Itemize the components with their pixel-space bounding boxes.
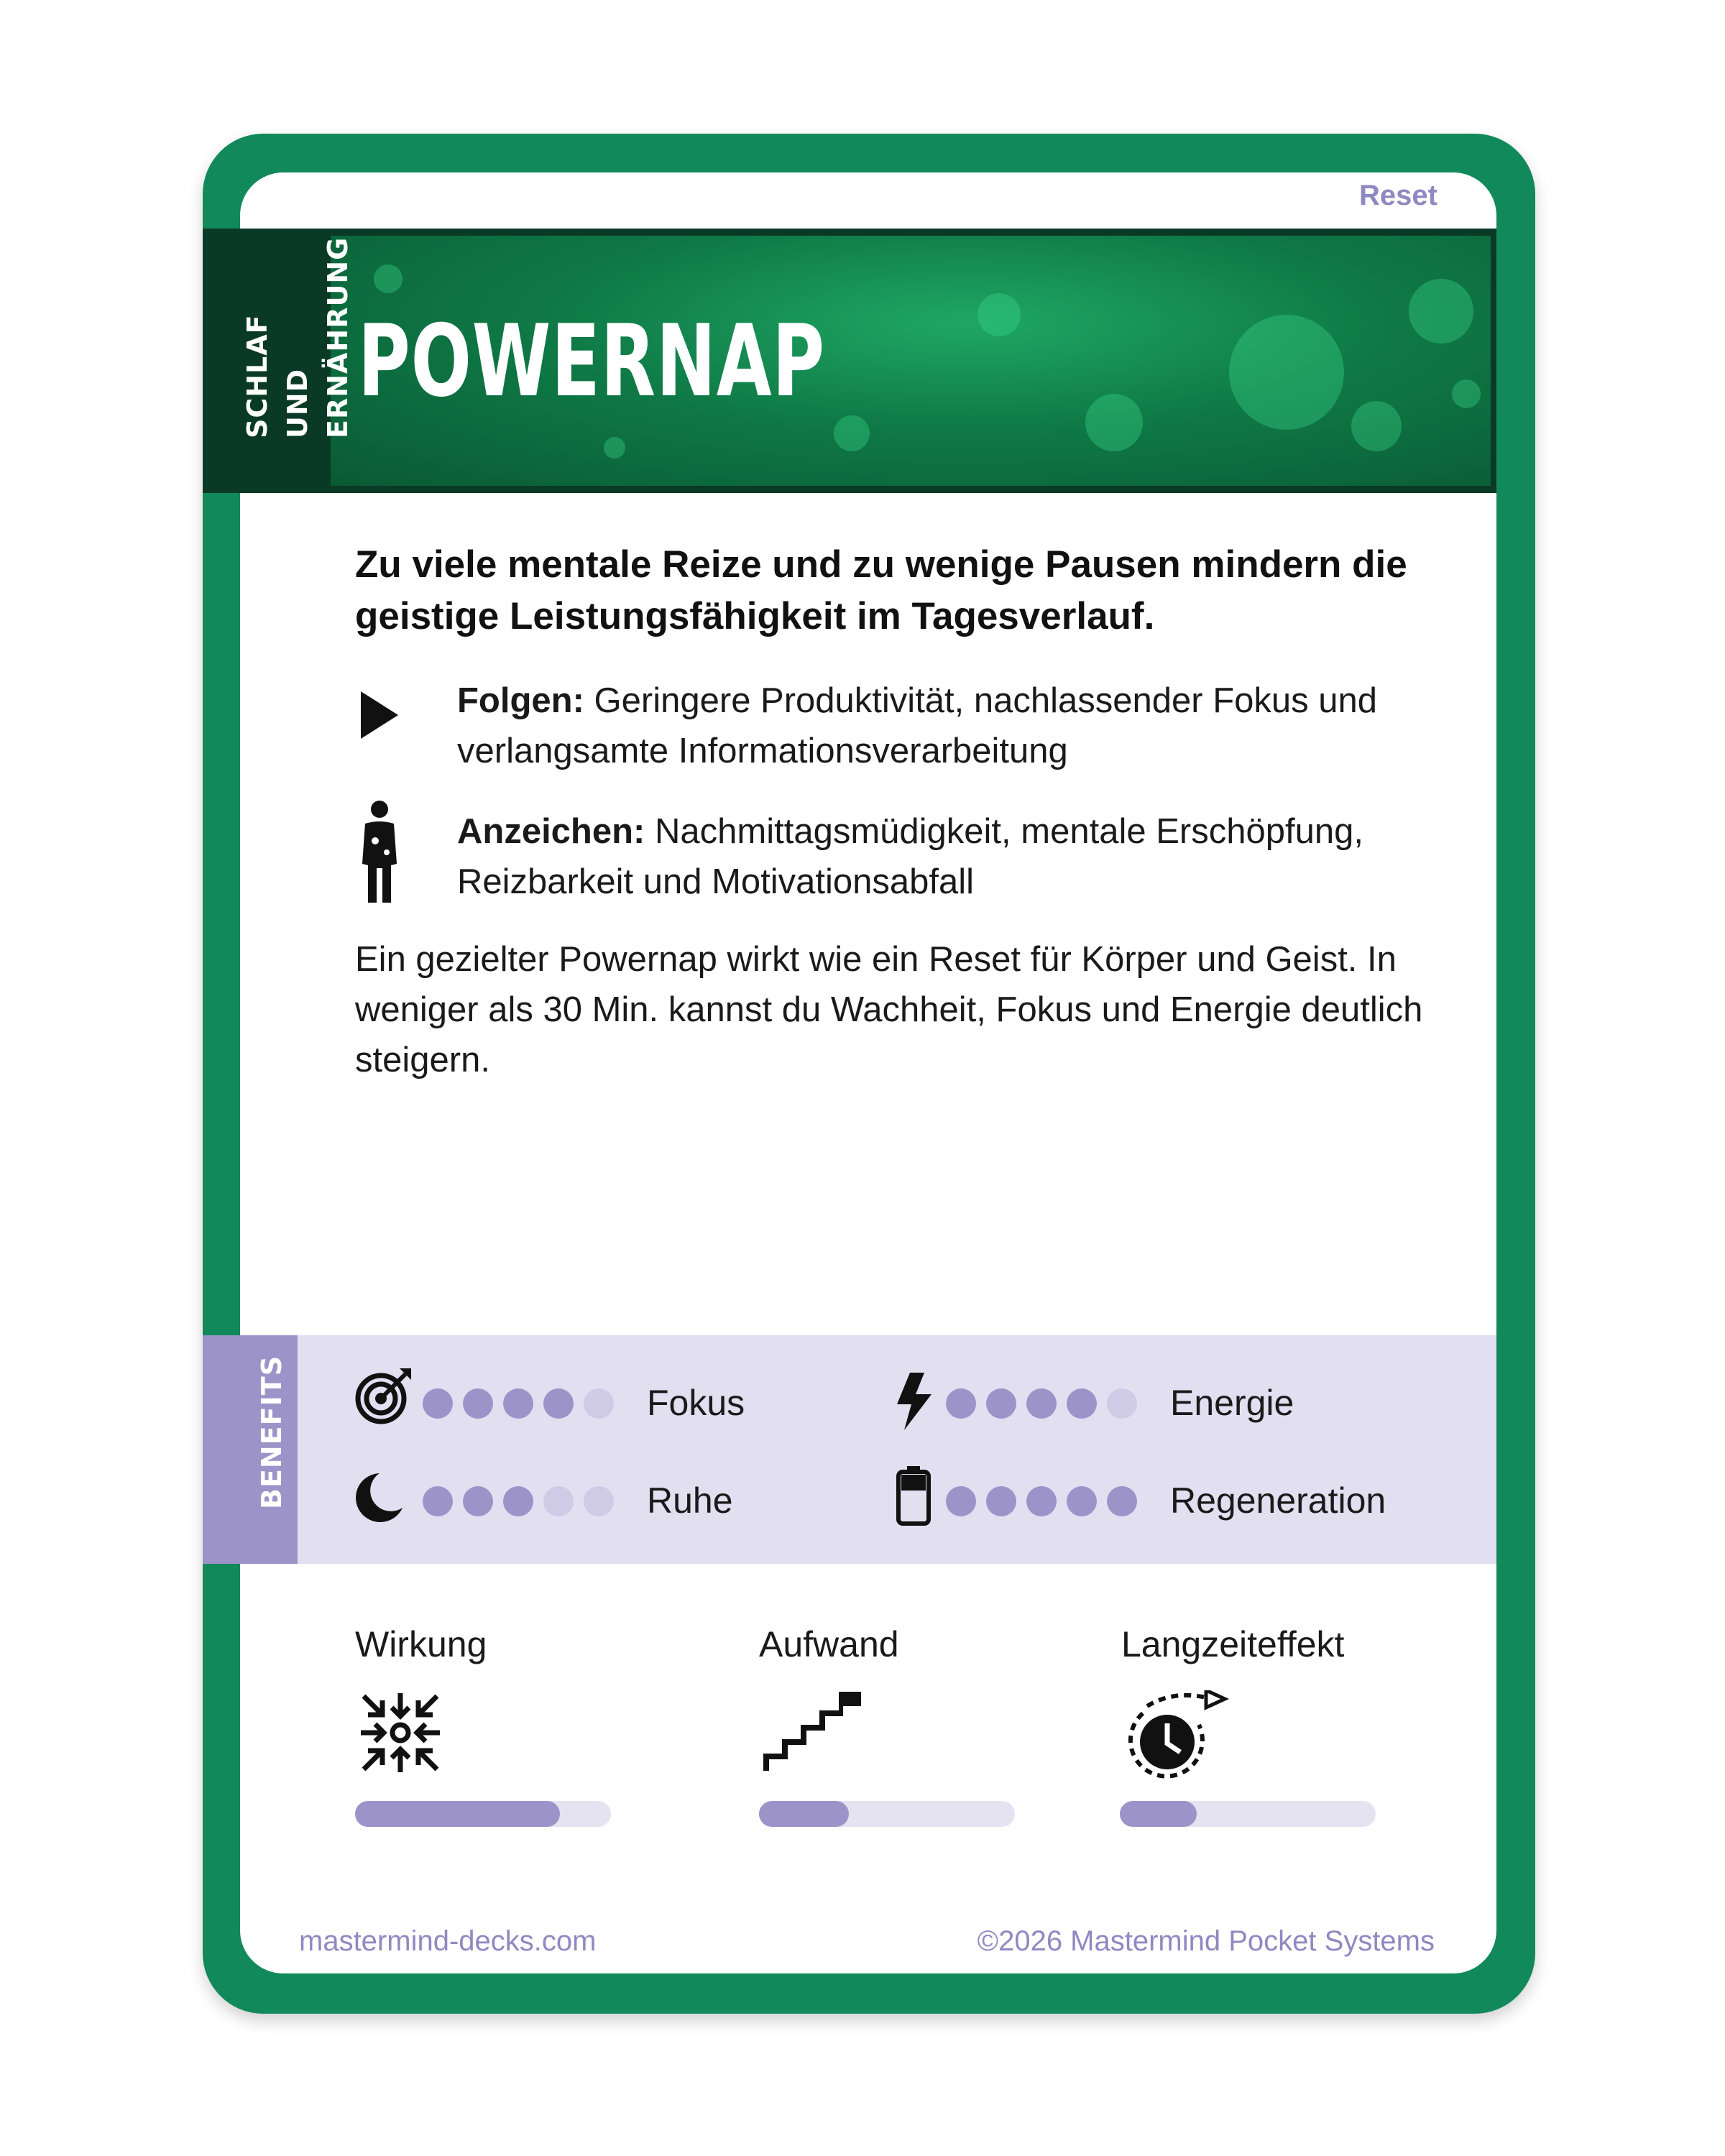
person-icon — [354, 799, 404, 903]
symptoms-text — [457, 806, 1463, 907]
rating-dot — [543, 1486, 574, 1516]
metric-label-aufwand: Aufwand — [759, 1624, 899, 1664]
converge-arrows-icon — [358, 1690, 443, 1775]
metric-bar-aufwand — [759, 1801, 1015, 1827]
target-icon — [354, 1365, 414, 1426]
card-title: POWERNAP — [358, 303, 825, 419]
metric-fill-langzeiteffekt — [1120, 1801, 1197, 1827]
rating-dot — [463, 1388, 493, 1419]
footer-copyright: ©2026 Mastermind Pocket Systems — [977, 1925, 1435, 1957]
lead-text: Zu viele mentale Reize und zu wenige Pausen mindern die geistige Leistungsfähigkeit im Tagesverlauf. — [355, 543, 1407, 637]
rating-dot — [1026, 1388, 1057, 1419]
rating-dot — [986, 1486, 1016, 1516]
rating-dot — [1067, 1486, 1097, 1516]
rating-dot — [986, 1388, 1016, 1419]
category-label — [237, 236, 354, 438]
rating-dot — [503, 1486, 533, 1516]
moon-icon — [351, 1470, 405, 1525]
reset-button[interactable]: Reset — [1359, 180, 1438, 211]
rating-dot — [423, 1486, 453, 1516]
description-paragraph: Ein gezielter Powernap wirkt wie ein Reset für Körper und Geist. In weniger als 30 Min. kannst du Wachheit, Fokus und Energie deutlich steigern. — [355, 940, 1423, 1079]
consequences-label: Folgen: — [457, 681, 584, 720]
consequences-text — [457, 676, 1463, 776]
category-line-1: SCHLAF UND — [242, 314, 313, 438]
rating-dot — [503, 1388, 533, 1419]
metric-bar-langzeiteffekt — [1120, 1801, 1376, 1827]
metric-fill-aufwand — [759, 1801, 849, 1827]
footer-website[interactable]: mastermind-decks.com — [299, 1925, 597, 1957]
symptoms-label: Anzeichen: — [457, 812, 645, 851]
metric-label-wirkung: Wirkung — [355, 1624, 487, 1664]
rating-dot — [1067, 1388, 1097, 1419]
battery-icon — [896, 1465, 932, 1526]
consequences-value: Geringere Produktivität, nachlassender Fokus und verlangsamte Informationsverarbeitung — [457, 681, 1378, 770]
rating-dot — [1026, 1486, 1057, 1516]
benefit-label-ruhe: Ruhe — [647, 1480, 733, 1521]
category-line-2: ERNÄHRUNG — [322, 236, 354, 438]
rating-dot — [1107, 1388, 1137, 1419]
rating-dot — [463, 1486, 493, 1516]
rating-dot — [946, 1486, 976, 1516]
rating-dot — [423, 1388, 453, 1419]
benefit-label-fokus: Fokus — [647, 1383, 745, 1423]
metric-label-langzeiteffekt: Langzeiteffekt — [1121, 1624, 1345, 1664]
metric-fill-wirkung — [355, 1801, 560, 1827]
stairs-flag-icon — [763, 1690, 862, 1775]
rating-dot — [584, 1486, 614, 1516]
clock-cycle-icon — [1121, 1690, 1229, 1781]
play-icon — [359, 690, 400, 740]
benefits-label: BENEFITS — [256, 1355, 288, 1509]
benefit-label-energie: Energie — [1170, 1383, 1294, 1423]
rating-dot — [543, 1388, 574, 1419]
rating-dot — [1107, 1486, 1137, 1516]
symptoms-value: Nachmittagsmüdigkeit, mentale Erschöpfung, Reizbarkeit und Motivationsabfall — [457, 812, 1363, 901]
benefit-label-regeneration: Regeneration — [1170, 1480, 1386, 1521]
rating-dot — [584, 1388, 614, 1419]
lightning-icon — [894, 1373, 934, 1430]
rating-dot — [946, 1388, 976, 1419]
metric-bar-wirkung — [355, 1801, 611, 1827]
